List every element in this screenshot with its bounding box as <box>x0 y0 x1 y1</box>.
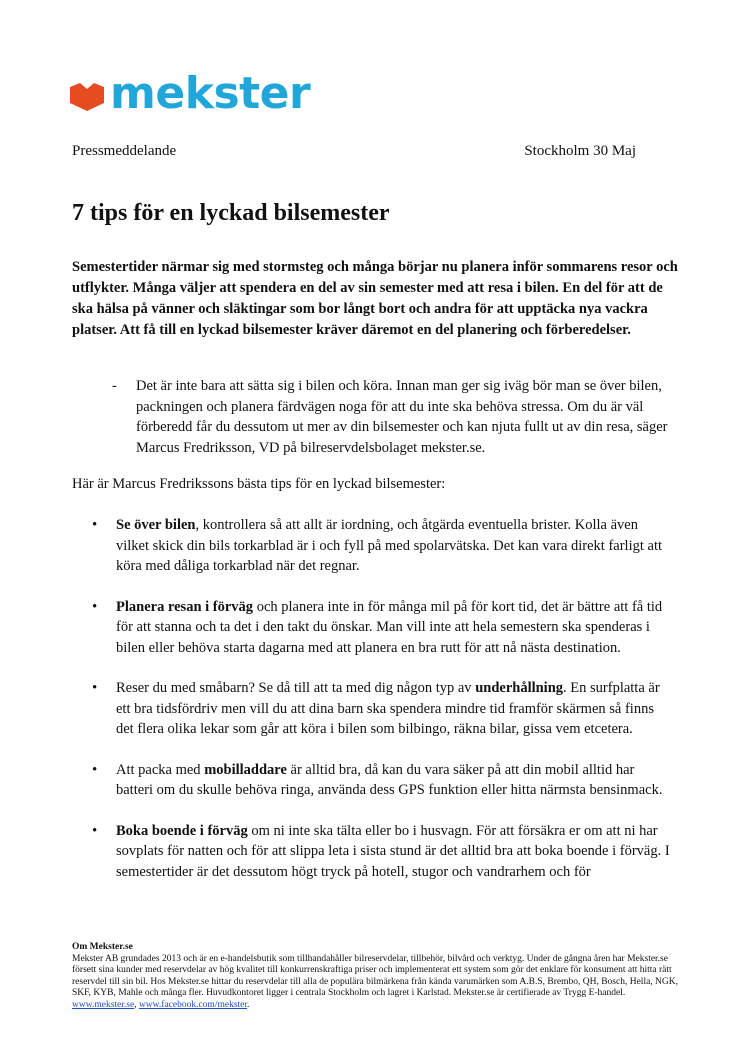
tip-item <box>72 760 672 801</box>
website-link[interactable]: www.mekster.se <box>72 999 135 1010</box>
tip-keyword: Se över bilen <box>116 517 196 533</box>
tip-text: är alltid bra, då kan du vara säker på att din mobil alltid har batteri om du skulle behöva ringa, använda dess GPS funktion eller hitta närmsta bensinmack. <box>116 761 663 798</box>
tip-text: och planera inte in för många mil på för kort tid, det är bättre att få tid för att stanna och ta det i den takt du önskar. Man vill inte att hela semestern ska spenderas i bilen eller behöva starta dagarna med att planera en bra rutt för att nå nästa destination. <box>116 598 663 656</box>
lead-paragraph: Semestertider närmar sig med stormsteg och många börjar nu planera inför sommarens resor och utflykter. Många väljer att spendera en del av sin semester med att resa i bilen. En del för att de ska hälsa på vänner och släktingar som bor långt bort och andra för att upptäcka nya vackra platser. Att få till en lyckad bilsemester kräver däremot en del planering och förberedelser. <box>72 259 678 338</box>
facebook-link[interactable]: www.facebook.com/mekster <box>138 999 248 1010</box>
footer-text: Mekster AB grundades 2013 och är en e-handelsbutik som tillhandahåller bilreservdelar, tillbehör, bilvård och verktyg. Under de gångna åren har Mekster.se försett sina kunder med reservdelar av hög kvalitet till konkurrenskraftiga priser och implementerat ett system som gör det enklare för konsument att hitta rätt reservdel till sin bil. Hos Mekster.se hittar du reservdelar till alla de populära bilmärkena från kända varumärken som A.B.S, Brembo, QH, Bosch, Hella, NGK, SKF, KYB, Mahle och många fler. Huvudkontoret ligger i centrala Stockholm och lagret i Karlstad. Mekster.se är certifierade av Trygg E-handel. <box>72 953 679 998</box>
tip-text: , kontrollera så att allt är iordning, och åtgärda eventuella brister. Kolla även vilket skick din bils torkarblad är i och fyll på med spolarvätska. Det kan vara direkt farligt att köra med dåliga torkarblad när det regnar. <box>116 517 663 574</box>
quote-list <box>112 376 672 458</box>
tip-text: Reser du med småbarn? Se då till att ta med dig någon typ av <box>116 680 476 696</box>
tip-item <box>72 597 672 659</box>
brand-name: mekster <box>110 68 311 119</box>
footer-title: Om Mekster.se <box>72 942 133 952</box>
tip-keyword: Boka boende i förväg <box>116 822 248 839</box>
tip-text: . En surfplatta är ett bra tidsfördriv men vill du att dina barn ska spendera mindre tid framför skärmen så finns det flera olika lekar som går att köra i bilen som bilbingo, räkna bilar, gissa vem etcetera. <box>116 680 660 737</box>
about-footer <box>72 940 682 1011</box>
footer-separator: , <box>134 999 139 1010</box>
footer-end: . <box>247 999 250 1010</box>
tip-keyword: mobilladdare <box>204 761 287 778</box>
tip-text: om ni inte ska tälta eller bo i husvagn. För att försäkra er om att ni har sovplats för natten och för att slippa leta i sista stund är det alltid bra att boka boende i förväg. I semestertider är det dessutom högt tryck på hotell, stugor och vandrarhem och för <box>116 822 670 880</box>
quote-item: - Det är inte bara att sätta sig i bilen och köra. Innan man ger sig iväg bör man se över bilen, packningen och planera färdvägen noga för att du inte ska behöva stressa. Om du är väl förberedd får du dessutom ut mer av din bilsemester och kan njuta fullt ut av din resa, säger Marcus Fredriksson, VD på bilreservdelsbolaget mekster.se. <box>112 376 672 458</box>
tip-item <box>72 821 672 883</box>
tip-keyword: underhållning <box>475 680 564 696</box>
footer-body <box>72 954 682 1012</box>
place-and-date: Stockholm 30 Maj <box>524 143 636 159</box>
document-type-label: Pressmeddelande <box>72 143 177 159</box>
tip-item <box>72 678 672 740</box>
page-title: 7 tips för en lyckad bilsemester <box>72 200 390 226</box>
mekster-logo <box>70 68 311 122</box>
document-header <box>72 143 636 160</box>
tips-list <box>72 515 672 902</box>
mekster-chevron-icon <box>70 83 104 111</box>
tip-text: Att packa med <box>116 761 205 778</box>
tip-keyword: Planera resan i förväg <box>116 598 254 615</box>
tips-intro: Här är Marcus Fredrikssons bästa tips för en lyckad bilsemester: <box>72 476 446 492</box>
tip-item <box>72 515 672 577</box>
